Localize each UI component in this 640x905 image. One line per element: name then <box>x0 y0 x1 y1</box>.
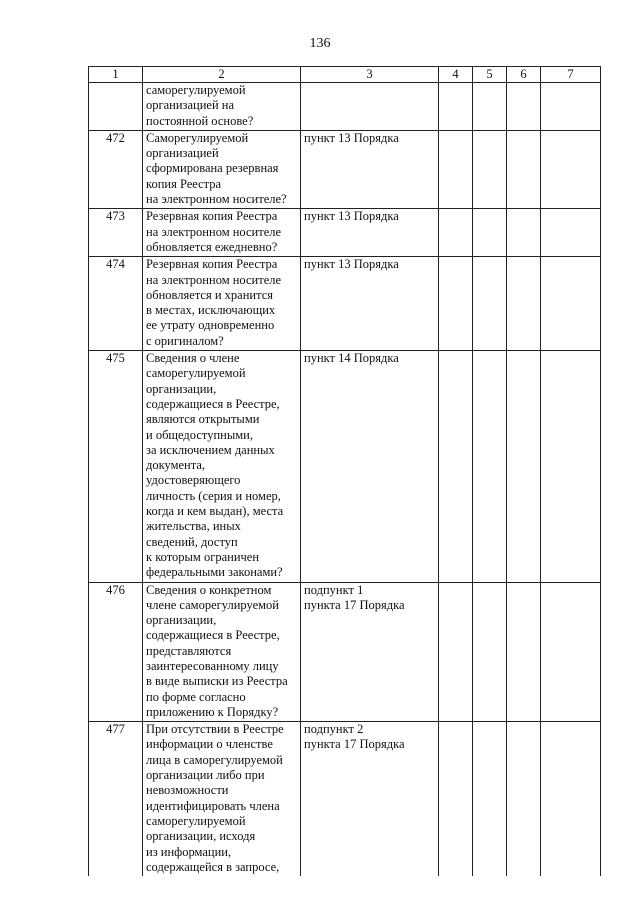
cell-col-6 <box>507 351 541 582</box>
table-row-474 <box>89 257 601 351</box>
header-col-7: 7 <box>541 67 601 83</box>
cell-col-4 <box>439 209 473 257</box>
row-reference: подпункт 2 пункта 17 Порядка <box>301 722 439 876</box>
cell-col-7 <box>541 257 601 351</box>
cell-col-4 <box>439 130 473 208</box>
table-row-477 <box>89 722 601 876</box>
table-row-473 <box>89 209 601 257</box>
cell-col-6 <box>507 209 541 257</box>
header-col-2: 2 <box>143 67 301 83</box>
row-number: 477 <box>89 722 143 876</box>
checklist-table <box>88 66 601 876</box>
cell-col-4 <box>439 351 473 582</box>
cell-col-5 <box>473 582 507 722</box>
row-reference: пункт 13 Порядка <box>301 209 439 257</box>
header-col-1: 1 <box>89 67 143 83</box>
cell-col-4 <box>439 722 473 876</box>
row-question: саморегулируемой организацией на постоянной основе? <box>143 83 301 131</box>
cell-col-7 <box>541 582 601 722</box>
table-row-continued <box>89 83 601 131</box>
header-col-3: 3 <box>301 67 439 83</box>
row-number: 475 <box>89 351 143 582</box>
row-question: Сведения о члене саморегулируемой организации, содержащиеся в Реестре, являются открытыми и общедоступными, за исключением данных документа, удостоверяющего личность (серия и номер, когда и кем выдан), места жительства, иных сведений, доступ к которым ограничен федеральными законами? <box>143 351 301 582</box>
cell-col-6 <box>507 582 541 722</box>
cell-col-7 <box>541 351 601 582</box>
row-number: 474 <box>89 257 143 351</box>
cell-col-4 <box>439 582 473 722</box>
row-question: Резервная копия Реестра на электронном носителе обновляется ежедневно? <box>143 209 301 257</box>
cell-col-5 <box>473 209 507 257</box>
header-col-6: 6 <box>507 67 541 83</box>
header-col-4: 4 <box>439 67 473 83</box>
row-reference: пункт 13 Порядка <box>301 130 439 208</box>
row-number <box>89 83 143 131</box>
cell-col-5 <box>473 722 507 876</box>
table-row-475 <box>89 351 601 582</box>
row-question: При отсутствии в Реестре информации о членстве лица в саморегулируемой организации либо при невозможности идентифицировать члена саморегулируемой организации, исходя из информации, содержащейся в запросе, <box>143 722 301 876</box>
cell-col-7 <box>541 722 601 876</box>
row-reference: пункт 14 Порядка <box>301 351 439 582</box>
row-number: 476 <box>89 582 143 722</box>
cell-col-5 <box>473 130 507 208</box>
cell-col-6 <box>507 130 541 208</box>
cell-col-6 <box>507 722 541 876</box>
header-col-5: 5 <box>473 67 507 83</box>
cell-col-4 <box>439 257 473 351</box>
header-row <box>89 67 601 83</box>
row-question: Резервная копия Реестра на электронном носителе обновляется и хранится в местах, исключающих ее утрату одновременно с оригиналом? <box>143 257 301 351</box>
row-number: 472 <box>89 130 143 208</box>
row-reference <box>301 83 439 131</box>
cell-col-7 <box>541 130 601 208</box>
cell-col-7 <box>541 83 601 131</box>
cell-col-7 <box>541 209 601 257</box>
table-row-472 <box>89 130 601 208</box>
row-reference: пункт 13 Порядка <box>301 257 439 351</box>
row-reference: подпункт 1 пункта 17 Порядка <box>301 582 439 722</box>
table-row-476 <box>89 582 601 722</box>
cell-col-6 <box>507 257 541 351</box>
page-number: 136 <box>309 36 331 51</box>
row-number: 473 <box>89 209 143 257</box>
cell-col-6 <box>507 83 541 131</box>
cell-col-4 <box>439 83 473 131</box>
row-question: Саморегулируемой организацией сформирована резервная копия Реестра на электронном носителе? <box>143 130 301 208</box>
cell-col-5 <box>473 257 507 351</box>
cell-col-5 <box>473 83 507 131</box>
row-question: Сведения о конкретном члене саморегулируемой организации, содержащиеся в Реестре, представляются заинтересованному лицу в виде выписки из Реестра по форме согласно приложению к Порядку? <box>143 582 301 722</box>
cell-col-5 <box>473 351 507 582</box>
